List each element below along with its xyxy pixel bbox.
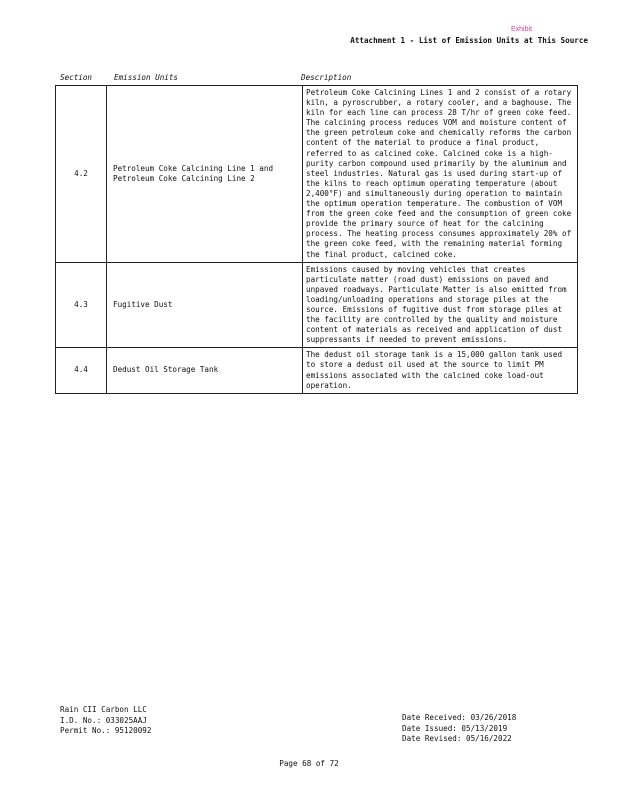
table-row <box>56 348 578 393</box>
description-cell: The dedust oil storage tank is a 15,000 gallon tank used to store a dedust oil used at the source to limit PM emissions associated with the calcined coke load-out operation. <box>303 348 578 393</box>
exhibit-stamp: Exhibit <box>511 26 533 33</box>
unit-cell: Petroleum Coke Calcining Line 1 and Petroleum Coke Calcining Line 2 <box>107 86 303 263</box>
date-issued: Date Issued: 05/13/2019 <box>402 723 508 733</box>
section-cell: 4.4 <box>56 348 107 393</box>
date-received: Date Received: 03/26/2018 <box>402 713 517 722</box>
section-cell: 4.3 <box>56 262 107 348</box>
description-cell: Petroleum Coke Calcining Lines 1 and 2 consist of a rotary kiln, a pyroscrubber, a rotary cooler, and a baghouse. The kiln for each line can process 28 T/hr of green coke feed. The calcining process reduces VOM and moisture content of the green petroleum coke and chemically reforms the carbon content of the material to produce a final product, referred to as calcined coke. Calcined coke is a high-purity carbon compound used primarily by the aluminum and steel industries. Natural gas is used during start-up of the kilns to reach optimum operating temperature (about 2,400°F) and simultaneously during operation to maintain the optimum operation temperature. The combustion of VOM from the green coke feed and the consumption of green coke provide the primary source of heat for the calcining process. The heating process consumes approximately 20% of the green coke feed, with the remaining material forming the final product, calcined coke. <box>303 86 578 263</box>
unit-cell: Fugitive Dust <box>107 262 303 348</box>
page-number: Page 68 of 72 <box>279 759 339 768</box>
date-revised: Date Revised: 05/16/2022 <box>402 734 512 743</box>
footer-source-info <box>60 705 151 737</box>
table-row <box>56 262 578 348</box>
column-header-description: Description <box>301 73 352 82</box>
emission-units-table <box>55 85 578 394</box>
table-row <box>56 86 578 263</box>
section-cell: 4.2 <box>56 86 107 263</box>
id-number: I.D. No.: 033025AAJ <box>60 715 147 725</box>
permit-number: Permit No.: 95120092 <box>60 726 152 735</box>
page-header: Attachment 1 - List of Emission Units at This Source <box>350 36 588 45</box>
column-header-units: Emission Units <box>114 73 179 82</box>
column-header-section: Section <box>60 73 93 82</box>
footer-dates <box>402 713 516 745</box>
description-cell: Emissions caused by moving vehicles that creates particulate matter (road dust) emissions on paved and unpaved roadways. Particulate Matter is also emitted from loading/unloading operations and storage piles at the source. Emissions of fugitive dust from storage piles at the facility are controlled by the quality and moisture content of materials as received and application of dust suppressants if needed to prevent emissions. <box>303 262 578 348</box>
unit-cell: Dedust Oil Storage Tank <box>107 348 303 393</box>
company-name: Rain CII Carbon LLC <box>60 705 147 714</box>
